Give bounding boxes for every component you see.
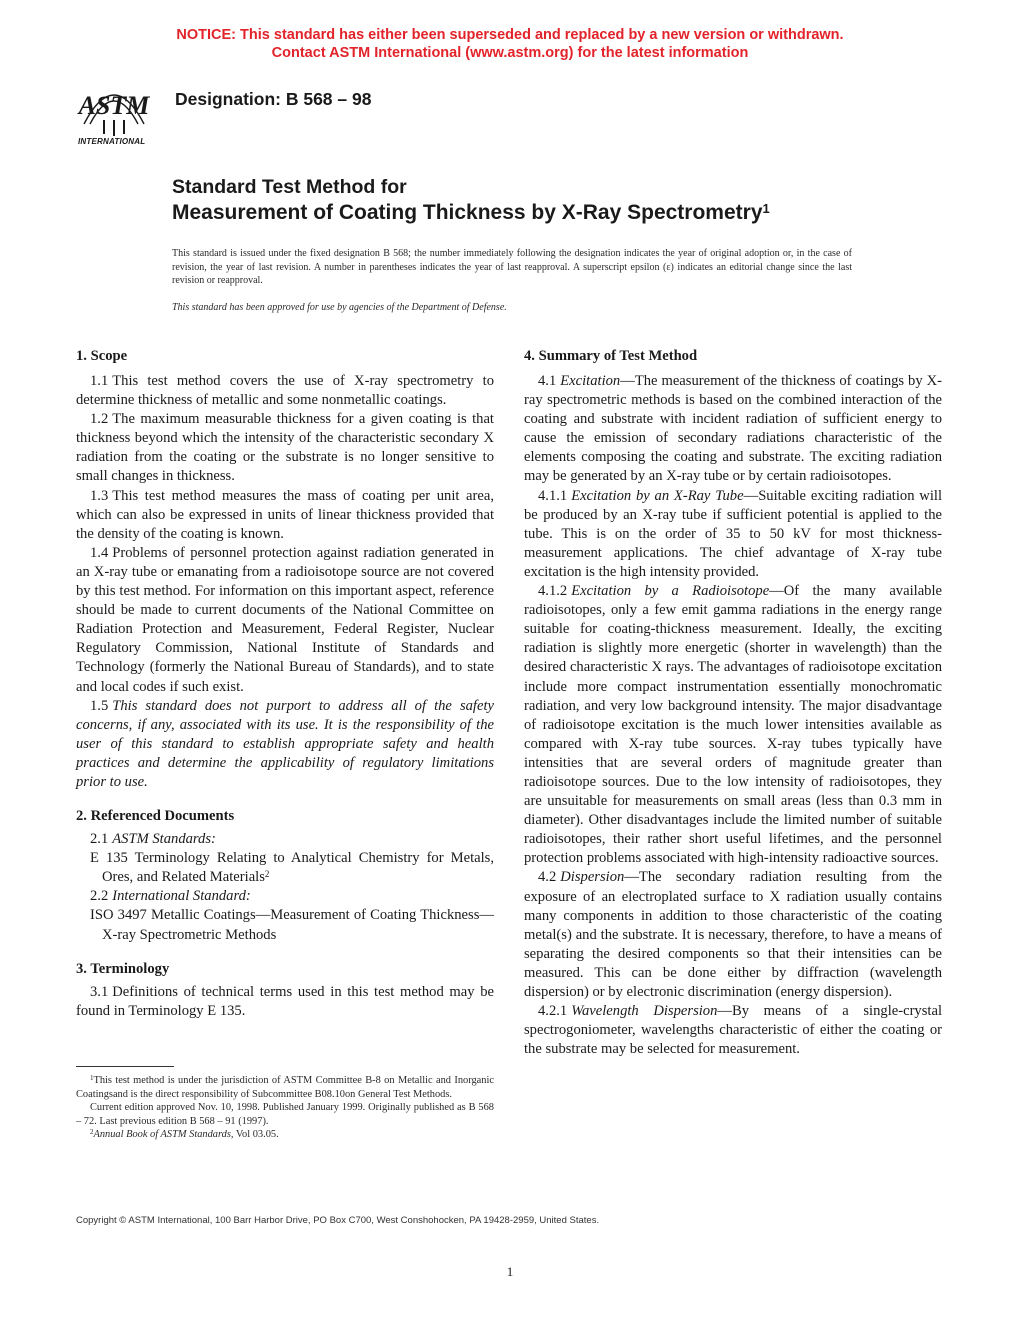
paragraph: 1.3 This test method measures the mass of coating per unit area, which can also be expressed in units of linear thickness provided that the density of the coating is known. xyxy=(76,487,494,542)
designation: Designation: B 568 – 98 xyxy=(175,89,372,109)
paragraph: 4.1.2 Excitation by a Radioisotope—Of the many available radioisotopes, only a few emit gamma radiations in the energy range suitable for coating-thickness measurement. Ideally, the exciting radiation is slightly more energetic (shorter in wavelength) than the desired characteristic X rays. The advantages of radioisotope excitation include more compact instrumentation essentially monochromatic radiation, and very low background intensity. The major disadvantage of radioisotope excitation is the much lower intensities available as compared with X-ray tube sources. X-ray tubes typically have intensities that are several orders of magnitude greater than radioisotope sources. Due to the low intensity of radioisotopes, they are unsuitable for measurements on small areas (less than 0.3 mm in diameter). Other disadvantages include the limited number of suitable radioisotopes, their rather short useful lifetimes, and the personnel protection problems associated with high-intensity radioactive sources. xyxy=(524,583,942,867)
document-title xyxy=(172,175,770,226)
title-footnote-mark: 1 xyxy=(762,201,770,216)
logo-lettering: ASTM xyxy=(78,91,150,120)
paragraph: 1.1 This test method covers the use of X-ray spectrometry to determine thickness of metallic and some nonmetallic coatings. xyxy=(76,373,494,409)
left-column xyxy=(76,346,494,1021)
logo-subtitle: INTERNATIONAL xyxy=(78,137,146,146)
notice-banner xyxy=(0,26,1020,62)
issued-note: This standard is issued under the fixed designation B 568; the number immediately following the designation indicates the year of original adoption or, in the case of revision, the year of last revision. A number in parentheses indicates the year of last reapproval. A superscript epsilon (ε) indicates an editorial change since the last revision or reapproval. xyxy=(172,248,852,286)
copyright: Copyright © ASTM International, 100 Barr Harbor Drive, PO Box C700, West Conshohocken, PA 19428-2959, United States. xyxy=(76,1215,600,1226)
title-line-1: Standard Test Method for xyxy=(172,176,407,198)
section-heading-summary: 4. Summary of Test Method xyxy=(524,348,698,364)
paragraph: 4.1.1 Excitation by an X-Ray Tube—Suitable exciting radiation will be produced by an X-ray tube if sufficient potential is applied to the tube. This is on the order of 35 to 50 kV for most thickness-measurement applications. The chief advantage of X-ray tube excitation is the high intensity provided. xyxy=(524,487,942,580)
paragraph: 4.1 Excitation—The measurement of the thickness of coatings by X-ray spectrometric methods is based on the combined interaction of the coating and substrate with incident radiation of sufficient energy to cause the emission of secondary radiations characteristic of the elements composing the coating and substrate. The exciting radiation may be generated by an X-ray tube or by certain radioisotopes. xyxy=(524,373,942,485)
reference-item: ISO 3497 Metallic Coatings—Measurement of Coating Thickness—X-ray Spectrometric Methods xyxy=(90,907,494,943)
notice-line-1: NOTICE: This standard has either been superseded and replaced by a new version or withdrawn. xyxy=(176,27,844,43)
section-heading-scope: 1. Scope xyxy=(76,348,128,364)
paragraph: 1.5 This standard does not purport to address all of the safety concerns, if any, associated with its use. It is the responsibility of the user of this standard to establish appropriate safety and health practices and determine the applicability of regulatory limitations prior to use. xyxy=(76,697,494,790)
approved-note: This standard has been approved for use by agencies of the Department of Defense. xyxy=(172,302,507,313)
right-column xyxy=(524,346,942,1059)
footnote: $^2$Annual Book of ASTM Standards, Vol 03.05. xyxy=(90,1128,279,1140)
title-line-2: Measurement of Coating Thickness by X-Ray Spectrometry xyxy=(172,201,763,224)
subsection: 2.1 ASTM Standards: xyxy=(90,831,216,848)
footnote: Current edition approved Nov. 10, 1998. Published January 1999. Originally published as B 568 – 72. Last previous edition B 568 – 91 (1997). xyxy=(76,1102,494,1127)
footnote: $^1$This test method is under the jurisdiction of ASTM Committee B-8 on Metallic and Inorganic Coatingsand is the direct responsibility of Subcommittee B08.10on General Test Methods. xyxy=(76,1074,494,1100)
section-heading-terminology: 3. Terminology xyxy=(76,960,170,977)
notice-line-2: Contact ASTM International (www.astm.org) for the latest information xyxy=(271,45,749,61)
paragraph: 4.2.1 Wavelength Dispersion—By means of a single-crystal spectrogoniometer, wavelengths characteristic of either the coating or the substrate may be selected for measurement. xyxy=(524,1003,942,1058)
paragraph: 1.2 The maximum measurable thickness for a given coating is that thickness beyond which the intensity of the characteristic secondary X radiation from the coating or the substrate is no longer sensitive to small changes in thickness. xyxy=(76,411,494,485)
footnote-divider xyxy=(76,1066,174,1067)
subsection: 2.2 International Standard: xyxy=(90,888,251,905)
paragraph: 1.4 Problems of personnel protection against radiation generated in an X-ray tube or emanating from a radioisotope source are not covered by this test method. For information on this important aspect, reference should be made to current documents of the National Committee on Radiation Protection and Measurement, Federal Register, Nuclear Regulatory Commission, National Institute of Standards and Technology (formerly the National Bureau of Standards), and to state and local codes if such exist. xyxy=(76,544,494,695)
section-heading-referenced-documents: 2. Referenced Documents xyxy=(76,808,235,825)
page-number: 1 xyxy=(506,1264,514,1279)
reference-item: E 135 Terminology Relating to Analytical Chemistry for Metals, Ores, and Related Materials$^2$ xyxy=(90,850,494,886)
paragraph: 4.2 Dispersion—The secondary radiation resulting from the exposure of an electroplated surface to X radiation usually contains many components in addition to those characteristic of the coating metal(s) and the substrate. It is necessary, therefore, to have a means of separating the desired components so that their intensities can be measured. This can be done either by diffraction (wavelength dispersion) or by electronic discrimination (energy dispersion). xyxy=(524,869,942,1000)
paragraph: 3.1 Definitions of technical terms used in this test method may be found in Terminology E 135. xyxy=(76,983,494,1019)
footnotes xyxy=(76,1074,494,1142)
